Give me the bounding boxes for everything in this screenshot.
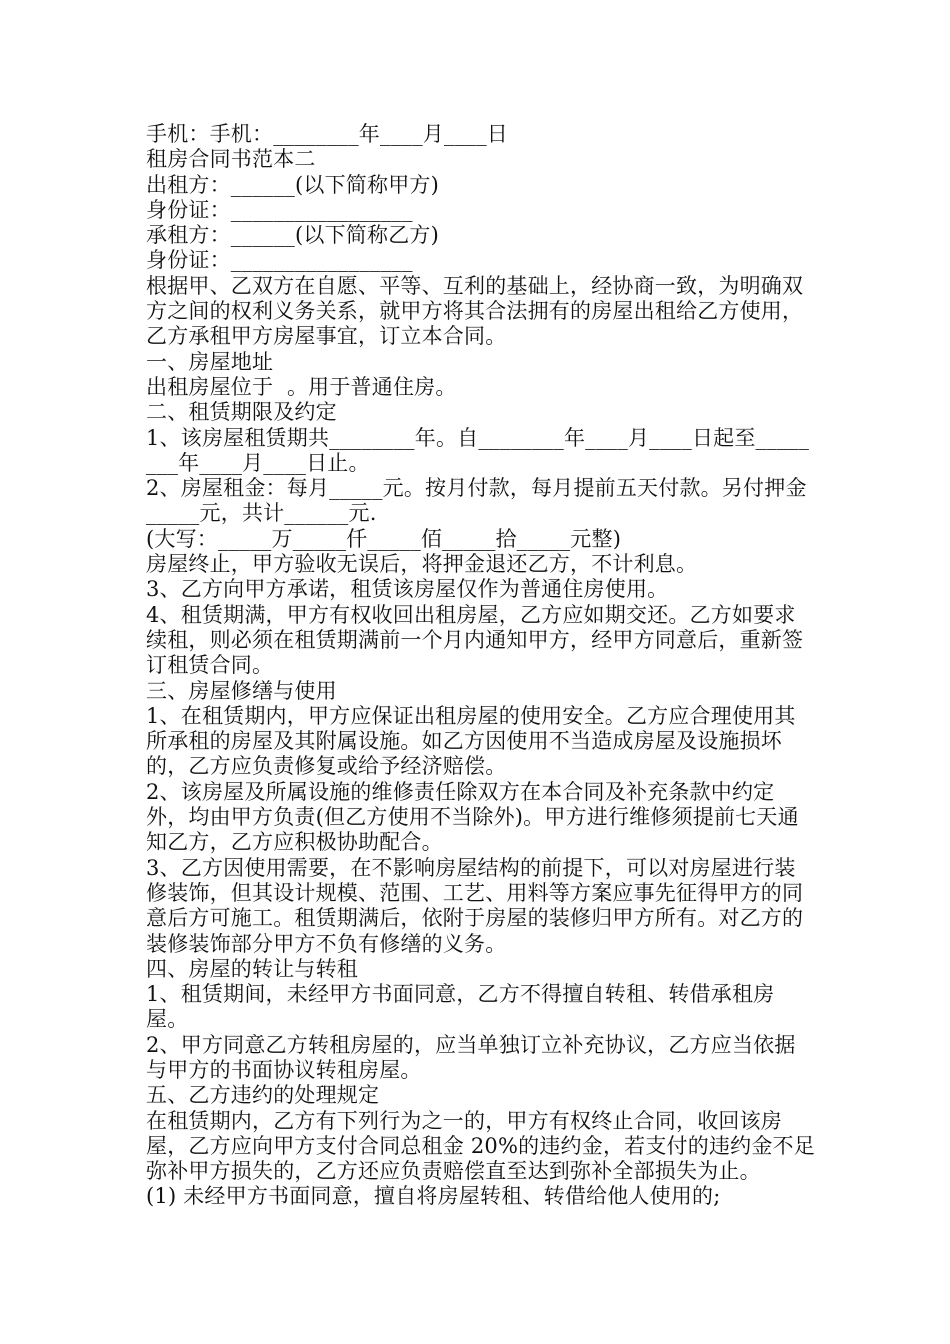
lessee-id-line: 身份证：_________________	[146, 248, 413, 273]
sublease-clause-1: 1、租赁期间，未经甲方书面同意，乙方不得擅自转租、转借承租房屋。	[146, 982, 775, 1032]
term-clause-1: 1、该房屋租赁期共________年。自________年____月____日起至________年____月____日止。	[146, 425, 810, 475]
section-heading-term: 二、租赁期限及约定	[146, 400, 337, 425]
document-title: 租房合同书范本二	[146, 147, 316, 172]
breach-paragraph: 在租赁期内，乙方有下列行为之一的，甲方有权终止合同，收回该房屋，乙方应向甲方支付合同总租金 20%的违约金，若支付的违约金不足弥补甲方损失的，乙方还应负责赔偿直至达到弥补全部损失为止。	[146, 1108, 815, 1184]
date-line: 手机：手机：________年____月____日	[146, 122, 508, 146]
term-clause-3: 3、乙方向甲方承诺，租赁该房屋仅作为普通住房使用。	[146, 577, 669, 602]
lessor-id-line: 身份证：_________________	[146, 197, 413, 222]
term-clause-2: 2、房屋租金：每月_____元。按月付款，每月提前五天付款。另付押金_____元，共计______元.	[146, 476, 807, 526]
repair-clause-3: 3、乙方因使用需要，在不影响房屋结构的前提下，可以对房屋进行装修装饰，但其设计规模、范围、工艺、用料等方案应事先征得甲方的同意后方可施工。租赁期满后，依附于房屋的装修归甲方所有。对乙方的装修装饰部分甲方不负有修缮的义务。	[146, 855, 804, 956]
repair-clause-2: 2、该房屋及所属设施的维修责任除双方在本合同及补充条款中约定外，均由甲方负责(但乙方使用不当除外)。甲方进行维修须提前七天通知乙方，乙方应积极协助配合。	[146, 779, 799, 855]
contract-document	[146, 122, 816, 1210]
section-heading-breach: 五、乙方违约的处理规定	[146, 1083, 380, 1108]
deposit-return-paragraph: 房屋终止，甲方验收无误后，将押金退还乙方，不计利息。	[146, 552, 698, 577]
repair-clause-1: 1、在租赁期内，甲方应保证出租房屋的使用安全。乙方应合理使用其所承租的房屋及其附属设施。如乙方因使用不当造成房屋及设施损坏的，乙方应负责修复或给予经济赔偿。	[146, 703, 796, 779]
section-heading-sublease: 四、房屋的转让与转租	[146, 956, 358, 981]
sublease-clause-2: 2、甲方同意乙方转租房屋的，应当单独订立补充协议，乙方应当依据与甲方的书面协议转租房屋。	[146, 1032, 796, 1082]
section-heading-address: 一、房屋地址	[146, 349, 274, 374]
amount-in-words-line: (大写：_____万_____仟_____佰_____拾_____元整)	[146, 526, 622, 551]
section-heading-repair: 三、房屋修缮与使用	[146, 678, 337, 703]
breach-item-1: (1) 未经甲方书面同意，擅自将房屋转租、转借给他人使用的;	[146, 1184, 721, 1209]
address-paragraph: 出租房屋位于 。用于普通住房。	[146, 374, 457, 399]
lessor-line: 出租方：______(以下简称甲方)	[146, 172, 439, 197]
lessee-line: 承租方：______(以下简称乙方)	[146, 223, 439, 248]
preamble-paragraph: 根据甲、乙双方在自愿、平等、互利的基础上，经协商一致，为明确双方之间的权利义务关系，就甲方将其合法拥有的房屋出租给乙方使用，乙方承租甲方房屋事宜，订立本合同。	[146, 273, 804, 349]
term-clause-4: 4、租赁期满，甲方有权收回出租房屋，乙方应如期交还。乙方如要求续租，则必须在租赁期满前一个月内通知甲方，经甲方同意后，重新签订租赁合同。	[146, 602, 804, 678]
